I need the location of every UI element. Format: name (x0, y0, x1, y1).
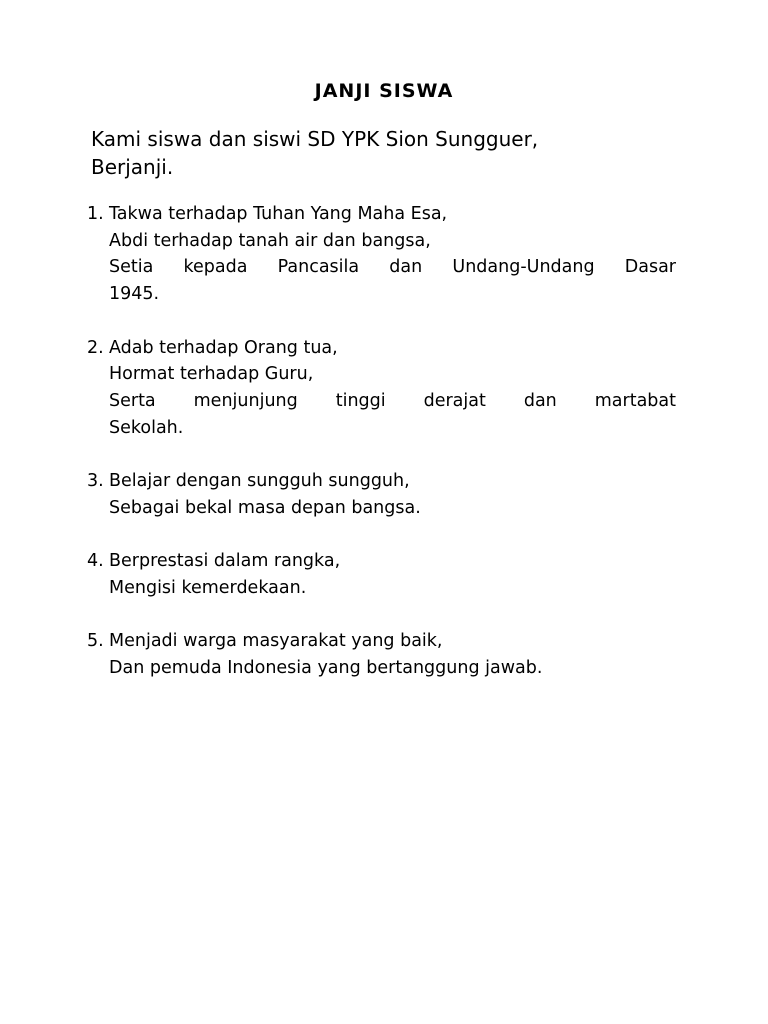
pledge-line: Abdi terhadap tanah air dan bangsa, (109, 230, 431, 251)
pledge-line: Sekolah. (109, 417, 184, 438)
pledge-number: 3. (87, 471, 104, 491)
pledge-line: Takwa terhadap Tuhan Yang Maha Esa, (109, 204, 448, 224)
pledge-item-2 (80, 335, 680, 442)
pledge-line: 1945. (109, 284, 160, 305)
pledge-line: Menjadi warga masyarakat yang baik, (109, 631, 443, 652)
pledge-number: 5. (87, 631, 104, 652)
pledge-item-1 (80, 201, 680, 308)
pledge-line: Sebagai bekal masa depan bangsa. (109, 497, 421, 518)
pledge-line: Setia kepada Pancasila dan Undang-Undang Dasar (109, 257, 676, 278)
pledge-number: 2. (87, 337, 104, 358)
pledge-number: 1. (87, 204, 104, 224)
pledge-number: 4. (87, 551, 104, 572)
pledge-line: Berprestasi dalam rangka, (109, 551, 341, 572)
pledge-list (80, 201, 680, 708)
pledge-item-3 (80, 468, 680, 521)
pledge-line: Belajar dengan sungguh sungguh, (109, 471, 410, 491)
intro-statement (91, 125, 691, 181)
pledge-line: Hormat terhadap Guru, (109, 364, 314, 385)
pledge-line: Dan pemuda Indonesia yang bertanggung jawab. (109, 657, 543, 678)
pledge-line: Mengisi kemerdekaan. (109, 577, 307, 598)
document-title: JANJI SISWA (314, 80, 454, 102)
pledge-item-5 (80, 628, 680, 681)
intro-line: Kami siswa dan siswi SD YPK Sion Sungguer, (91, 127, 539, 151)
intro-line: Berjanji. (91, 155, 174, 179)
pledge-line: Adab terhadap Orang tua, (109, 337, 338, 358)
pledge-line: Serta menjunjung tinggi derajat dan martabat (109, 390, 676, 411)
pledge-item-4 (80, 548, 680, 601)
